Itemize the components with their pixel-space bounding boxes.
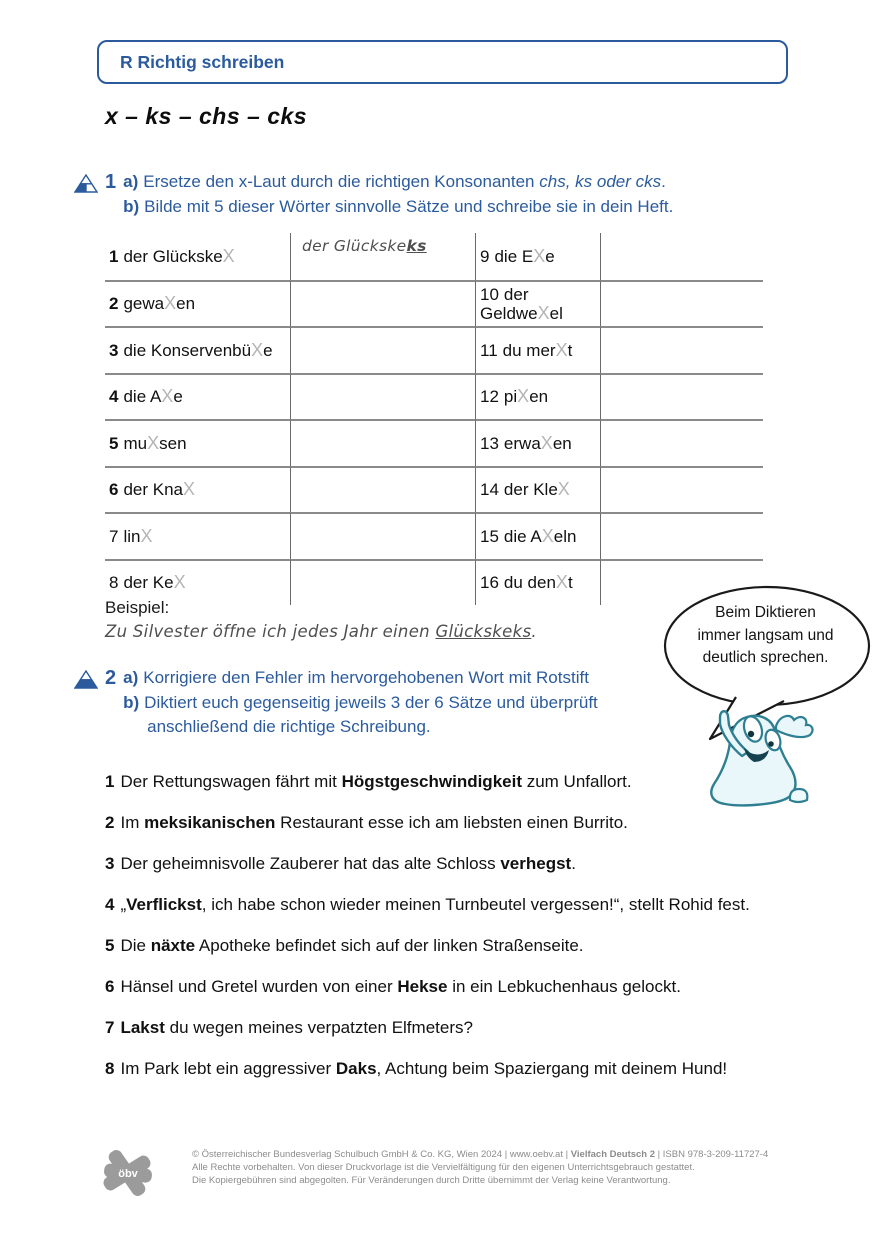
x-placeholder: X (541, 525, 554, 546)
exercise2-a-text: Korrigiere den Fehler im hervorgehobenen Wort mit Rotstift (143, 668, 589, 687)
answer-cell (290, 233, 475, 280)
word-pre: der Glückske (123, 246, 223, 266)
sentence-bold-word: Hekse (397, 977, 448, 996)
sentence-post: , ich habe schon wieder meinen Turnbeutel vergessen!“, stellt Rohid fest. (201, 895, 750, 914)
footer-line-1 (192, 1149, 837, 1162)
x-placeholder: X (161, 386, 174, 407)
sentence-number: 8 (105, 1059, 115, 1078)
word-cell (475, 280, 600, 327)
x-placeholder: X (540, 432, 553, 453)
word-number: 15 (480, 526, 499, 546)
exercise2-number: 2 (105, 667, 117, 689)
x-placeholder: X (555, 572, 568, 593)
word-cell (105, 233, 290, 280)
x-placeholder: X (555, 339, 568, 360)
word-number: 12 (480, 387, 499, 407)
answer-cell (600, 419, 763, 466)
exercise2-header (74, 666, 598, 740)
sentence-number: 4 (105, 895, 115, 914)
sentence-number: 1 (105, 772, 115, 791)
exercise2-a-label: a) (123, 668, 139, 687)
sentence-pre: Hänsel und Gretel wurden von einer (120, 977, 398, 996)
sentence-3 (105, 854, 810, 874)
exercise1-line-a (123, 170, 673, 195)
word-cell (475, 373, 600, 420)
chapter-header-label: R Richtig schreiben (120, 51, 285, 72)
word-number: 7 (109, 526, 119, 546)
handwritten-answer-marked: ks (406, 237, 427, 255)
exercise1-a-end: . (661, 172, 666, 191)
sentence-4 (105, 895, 810, 915)
word-number: 4 (109, 387, 119, 407)
difficulty-pyramid-icon (74, 670, 98, 689)
exercise2-line-a (123, 666, 598, 691)
oebv-logo (98, 1146, 158, 1200)
sentence-list (105, 772, 810, 1100)
word-table (105, 233, 763, 605)
word-pre: die E (494, 246, 534, 266)
footer-copyright: © Österreichischer Bundesverlag Schulbuch GmbH & Co. KG, Wien 2024 | www.oebv.at | (192, 1149, 571, 1160)
sentence-post: Restaurant esse ich am liebsten einen Burrito. (275, 813, 628, 832)
sentence-pre: Der Rettungswagen fährt mit (120, 772, 342, 791)
sentence-post: . (571, 854, 576, 873)
sentence-8 (105, 1059, 810, 1079)
answer-cell (600, 233, 763, 280)
answer-cell (290, 419, 475, 466)
x-placeholder: X (533, 245, 546, 266)
x-placeholder: X (222, 245, 235, 266)
example-label: Beispiel: (105, 598, 170, 617)
word-post: el (549, 303, 563, 323)
speech-bubble-text (663, 602, 868, 670)
word-number: 1 (109, 246, 119, 266)
word-pre: die A (503, 526, 542, 546)
sentence-pre: Im Park lebt ein aggressiver (120, 1059, 336, 1078)
exercise1-number: 1 (105, 171, 117, 193)
word-number: 9 (480, 246, 490, 266)
sentence-bold-word: Lakst (120, 1018, 165, 1037)
answer-cell (600, 326, 763, 373)
sentence-bold-word: Högstgeschwindigkeit (341, 772, 522, 791)
footer-line-3: Die Kopiergebühren sind abgegolten. Für Veränderungen durch Dritte übernimmt der Verlag keine Verantwortung. (192, 1174, 671, 1186)
bubble-line-2: immer langsam und (697, 626, 834, 644)
x-placeholder: X (251, 339, 264, 360)
sentence-5 (105, 936, 810, 956)
sentence-7 (105, 1018, 810, 1038)
word-pre: du den (503, 573, 556, 593)
word-number: 8 (109, 573, 119, 593)
word-number: 11 (480, 340, 498, 360)
word-cell (105, 326, 290, 373)
word-cell (475, 233, 600, 280)
exercise1-line-b (123, 195, 673, 220)
exercise1-a-text: Ersetze den x-Laut durch die richtigen Konsonanten (143, 172, 540, 191)
word-cell (475, 419, 600, 466)
answer-cell (600, 512, 763, 559)
sentence-post: zum Unfallort. (522, 772, 632, 791)
word-post: eln (553, 526, 577, 546)
exercise1-b-text: Bilde mit 5 dieser Wörter sinnvolle Sätze und schreibe sie in dein Heft. (144, 196, 674, 216)
sentence-bold-word: Daks (335, 1059, 377, 1078)
word-cell (105, 466, 290, 513)
sentence-post: Apotheke befindet sich auf der linken Straßenseite. (195, 936, 584, 955)
word-number: 6 (109, 480, 119, 500)
answer-cell (290, 466, 475, 513)
chapter-header-box (97, 40, 788, 84)
word-cell (105, 280, 290, 327)
word-number: 2 (109, 294, 119, 314)
x-placeholder: X (164, 293, 177, 314)
example-text: Zu Silvester öffne ich jedes Jahr einen (105, 622, 436, 641)
word-pre: der Kna (123, 480, 184, 500)
word-number: 3 (109, 340, 119, 360)
sentence-pre: „ (120, 895, 127, 914)
sentence-number: 5 (105, 936, 115, 955)
sentence-6 (105, 977, 810, 997)
answer-cell (600, 466, 763, 513)
exercise2-b-text-1: Diktiert euch gegenseitig jeweils 3 der 6 Sätze und überprüft (144, 692, 598, 712)
footer (98, 1146, 837, 1200)
word-pre: pi (503, 387, 518, 407)
bubble-line-1: Beim Diktieren (715, 604, 816, 621)
word-number: 14 (480, 480, 499, 500)
sentence-number: 2 (105, 813, 115, 832)
footer-isbn: | ISBN 978-3-209-11727-4 (655, 1149, 769, 1160)
sentence-pre: Der geheimnisvolle Zauberer hat das alte Schloss (120, 854, 501, 873)
sentence-pre: Die (120, 936, 151, 955)
word-cell (475, 326, 600, 373)
oebv-logo-text: öbv (118, 1168, 138, 1180)
answer-cell (290, 512, 475, 559)
word-pre: erwa (503, 433, 541, 453)
x-placeholder: X (557, 479, 570, 500)
x-placeholder: X (517, 386, 530, 407)
word-pre: die Konservenbü (123, 340, 252, 360)
word-cell (105, 419, 290, 466)
word-pre: die A (123, 387, 162, 407)
word-cell (105, 512, 290, 559)
sentence-1 (105, 772, 810, 792)
word-post: e (545, 246, 555, 266)
x-placeholder: X (140, 525, 153, 546)
footer-line-2: Alle Rechte vorbehalten. Von dieser Druckvorlage ist die Vervielfältigung für den eigenen Unterrichtsgebrauch gestattet. (192, 1161, 695, 1173)
answer-cell (600, 373, 763, 420)
exercise1-a-italic: chs, ks oder cks (539, 172, 662, 191)
word-pre: du mer (502, 340, 556, 360)
word-number: 10 (480, 284, 499, 304)
word-post: sen (159, 433, 187, 453)
x-placeholder: X (183, 479, 196, 500)
word-post: en (552, 433, 572, 453)
word-post: en (529, 387, 549, 407)
word-post: t (567, 573, 573, 593)
x-placeholder: X (147, 432, 160, 453)
sentence-2 (105, 813, 810, 833)
sentence-number: 6 (105, 977, 115, 996)
exercise1-header (74, 170, 673, 219)
sentence-post: in ein Lebkuchenhaus gelockt. (447, 977, 681, 996)
word-post: t (567, 340, 573, 360)
example-underlined-word: Glückskeks (435, 622, 532, 641)
sentence-bold-word: meksikanischen (144, 813, 276, 832)
exercise2-b-text-2: anschließend die richtige Schreibung. (147, 717, 431, 736)
word-cell (475, 466, 600, 513)
sentence-bold-word: verhegst (500, 854, 572, 873)
exercise2-line-b (123, 691, 598, 716)
exercise1-b-label: b) (123, 196, 140, 216)
exercise2-b-label: b) (123, 692, 140, 712)
word-post: e (263, 340, 273, 360)
sentence-bold-word: näxte (150, 936, 196, 955)
footer-book-title: Vielfach Deutsch 2 (570, 1149, 656, 1160)
sentence-number: 3 (105, 854, 115, 873)
exercise2-line-b-cont (123, 715, 598, 740)
word-pre: der Kle (503, 480, 558, 500)
sentence-post: du wegen meines verpatzten Elfmeters? (164, 1018, 473, 1037)
word-number: 16 (480, 573, 499, 593)
handwritten-answer: der Glückske (302, 237, 407, 255)
example-handwritten-sentence (105, 622, 537, 641)
sentence-pre: Im (120, 813, 145, 832)
word-post: e (173, 387, 183, 407)
sentence-number: 7 (105, 1018, 115, 1037)
bubble-line-3: deutlich sprechen. (702, 649, 829, 666)
footer-text (192, 1146, 837, 1200)
sentence-bold-word: Verflickst (126, 895, 202, 914)
word-pre: der Geldwe (480, 284, 538, 323)
word-post: en (176, 294, 196, 314)
answer-cell (290, 373, 475, 420)
x-placeholder: X (537, 302, 550, 323)
sentence-post: , Achtung beim Spaziergang mit deinem Hund! (376, 1059, 728, 1078)
example-block (105, 598, 537, 641)
answer-cell (290, 326, 475, 373)
word-number: 13 (480, 433, 499, 453)
word-pre: der Ke (123, 573, 174, 593)
word-pre: gewa (123, 294, 165, 314)
word-pre: lin (123, 526, 141, 546)
difficulty-pyramid-icon (74, 174, 98, 193)
example-text-end: . (531, 622, 537, 641)
word-number: 5 (109, 433, 119, 453)
answer-cell (600, 280, 763, 327)
word-cell (105, 373, 290, 420)
answer-cell (290, 280, 475, 327)
page-title: x – ks – chs – cks (105, 103, 308, 129)
word-pre: mu (123, 433, 148, 453)
exercise1-a-label: a) (123, 172, 139, 191)
word-cell (475, 512, 600, 559)
x-placeholder: X (173, 572, 186, 593)
